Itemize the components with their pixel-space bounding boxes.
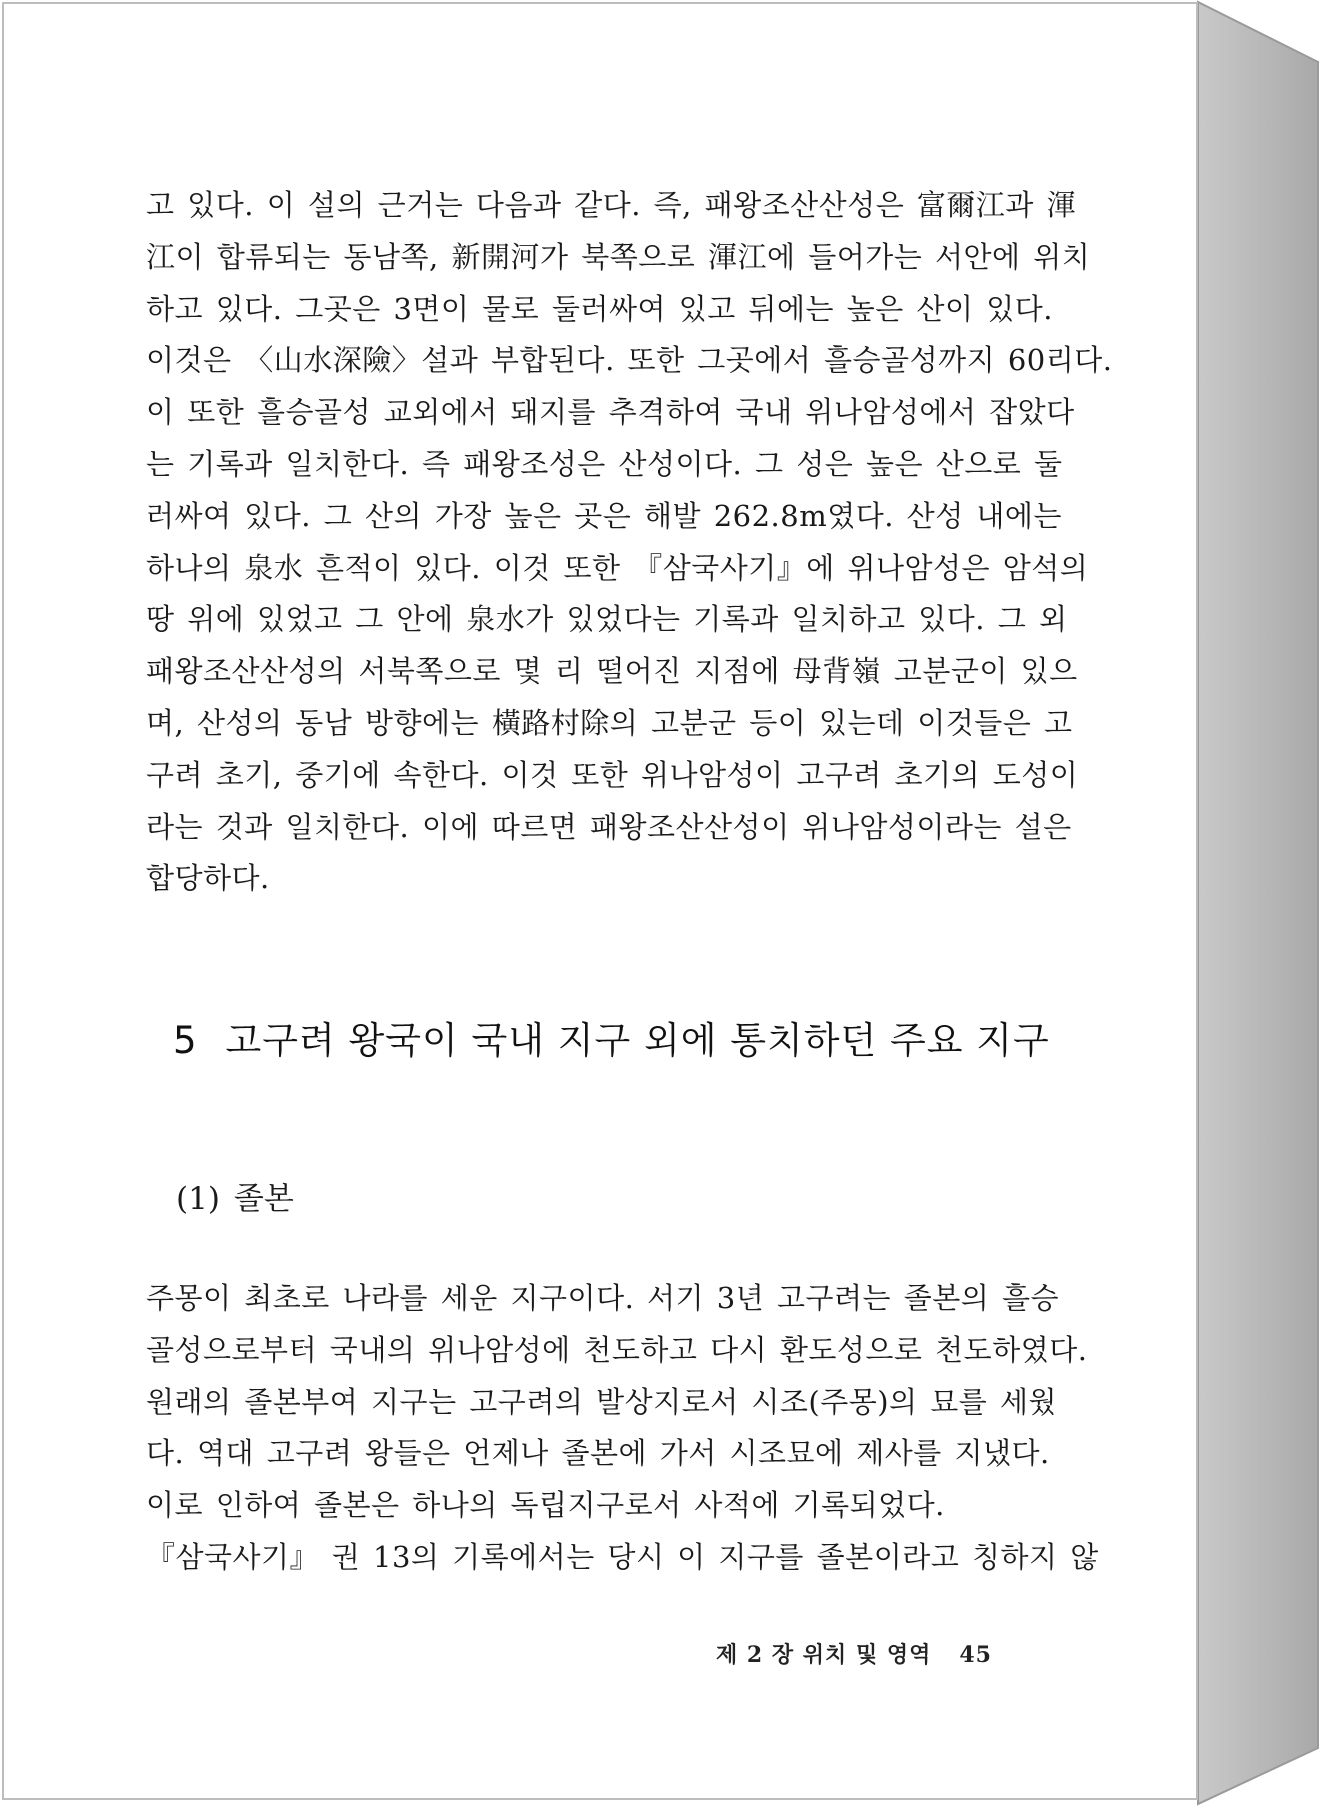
text-line: 하나의 泉水 흔적이 있다. 이것 또한 『삼국사기』에 위나암성은 암석의 (146, 550, 1089, 585)
subsection-heading (176, 1173, 294, 1218)
text-line: 땅 위에 있었고 그 안에 泉水가 있었다는 기록과 일치하고 있다. 그 외 (146, 602, 1068, 637)
text-line: 원래의 졸본부여 지구는 고구려의 발상지로서 시조(주몽)의 묘를 세웠 (146, 1384, 1058, 1419)
text-line: 다. 역대 고구려 왕들은 언제나 졸본에 가서 시조묘에 제사를 지냈다. (146, 1436, 1050, 1471)
text-line: 골성으로부터 국내의 위나암성에 천도하고 다시 환도성으로 천도하였다. (146, 1332, 1088, 1367)
section-title: 고구려 왕국이 국내 지구 외에 통치하던 주요 지구 (225, 1019, 1050, 1062)
body-paragraph-2 (146, 1273, 1099, 1584)
text-line: 라는 것과 일치한다. 이에 따르면 패왕조산산성이 위나암성이라는 설은 (146, 809, 1072, 844)
text-line: 이로 인하여 졸본은 하나의 독립지구로서 사적에 기록되었다. (146, 1488, 945, 1523)
section-heading (173, 1010, 1050, 1064)
chapter-label: 제 2 장 위치 및 영역 (716, 1642, 932, 1668)
text-line: 하고 있다. 그곳은 3면이 물로 둘러싸여 있고 뒤에는 높은 산이 있다. (146, 291, 1053, 326)
subsection-title: 졸본 (233, 1181, 294, 1217)
subsection-number: (1) (176, 1181, 220, 1217)
text-line: 주몽이 최초로 나라를 세운 지구이다. 서기 3년 고구려는 졸본의 흘승 (146, 1281, 1060, 1315)
text-line: 이 또한 흘승골성 교외에서 돼지를 추격하여 국내 위나암성에서 잡았다 (146, 395, 1075, 430)
text-line: 는 기록과 일치한다. 즉 패왕조성은 산성이다. 그 성은 높은 산으로 둘 (146, 446, 1063, 481)
page-footer (716, 1638, 992, 1669)
text-line: 江이 합류되는 동남쪽, 新開河가 북쪽으로 渾江에 들어가는 서안에 위치 (146, 239, 1091, 274)
text-line: 며, 산성의 동남 방향에는 橫路村除의 고분군 등이 있는데 이것들은 고 (146, 705, 1073, 740)
text-line: 합당하다. (146, 861, 270, 896)
text-line: 『삼국사기』 권 13의 기록에서는 당시 이 지구를 졸본이라고 칭하지 않 (146, 1539, 1099, 1574)
text-line: 패왕조산산성의 서북쪽으로 몇 리 떨어진 지점에 母背嶺 고분군이 있으 (146, 654, 1078, 689)
page-number: 45 (959, 1642, 992, 1668)
text-line: 구려 초기, 중기에 속한다. 이것 또한 위나암성이 고구려 초기의 도성이 (146, 757, 1079, 792)
text-line: 고 있다. 이 설의 근거는 다음과 같다. 즉, 패왕조산산성은 富爾江과 渾 (146, 188, 1077, 222)
body-paragraph-1 (146, 180, 1113, 905)
section-number: 5 (173, 1019, 198, 1062)
text-line: 이것은 〈山水深險〉설과 부합된다. 또한 그곳에서 흘승골성까지 60리다. (146, 343, 1113, 378)
text-line: 러싸여 있다. 그 산의 가장 높은 곳은 해발 262.8m였다. 산성 내에는 (146, 498, 1062, 533)
